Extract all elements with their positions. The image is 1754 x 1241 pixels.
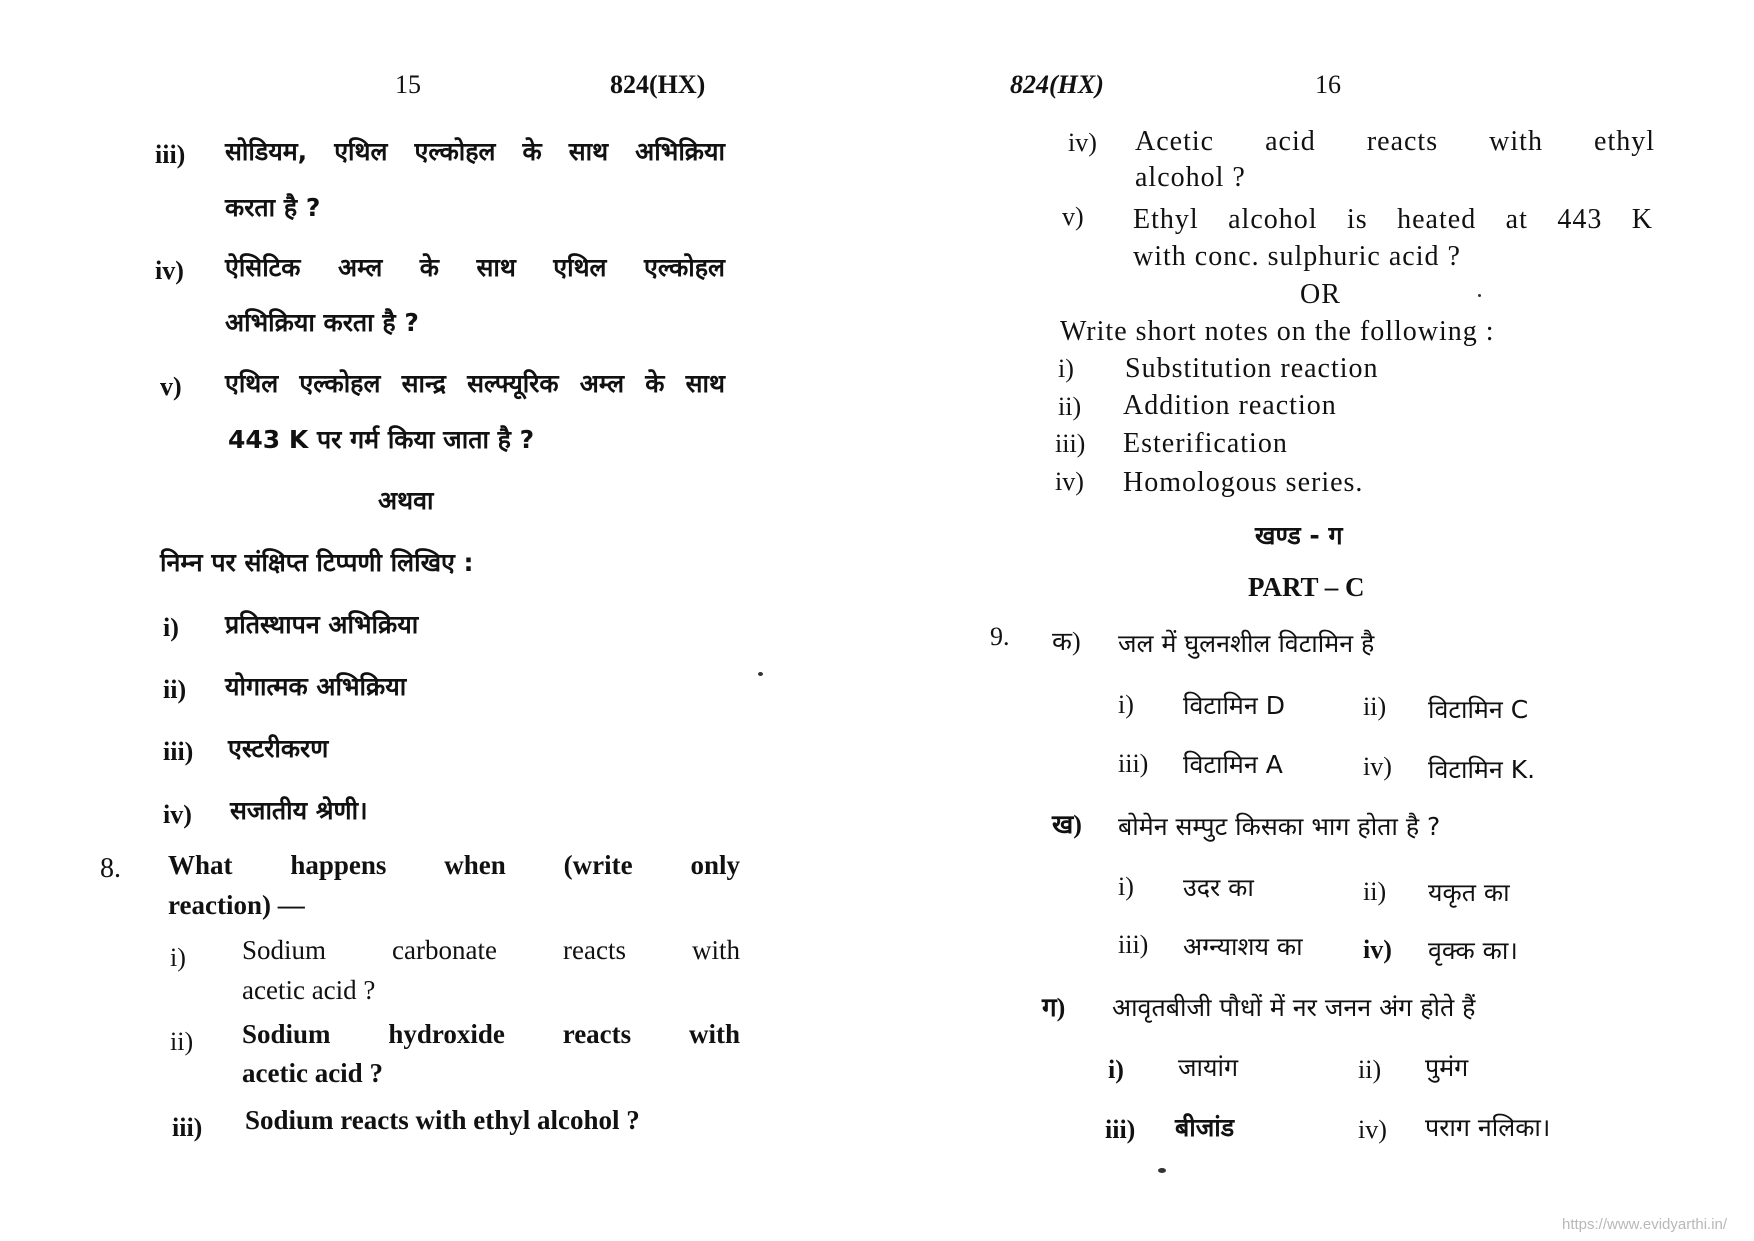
q7-hi-note-2: योगात्मक अभिक्रिया <box>225 672 407 701</box>
q7-hi-note-1: प्रतिस्थापन अभिक्रिया <box>225 610 419 639</box>
q9-b-opt1-num: i) <box>1118 872 1134 901</box>
q7-hi-iv-line2: अभिक्रिया करता है ? <box>225 308 419 337</box>
q9-c-opt3: बीजांड <box>1175 1113 1235 1142</box>
watermark: https://www.evidyarthi.in/ <box>1562 1216 1728 1233</box>
q9-a-question: जल में घुलनशील विटामिन है <box>1118 629 1375 658</box>
q9-a-label: क) <box>1052 627 1081 656</box>
q8-num: 8. <box>100 853 121 884</box>
q8-i-line1: Sodium carbonate reacts with <box>242 935 740 965</box>
q7-hi-v-num: v) <box>160 372 182 401</box>
q7-en-note-1: Substitution reaction <box>1125 353 1379 384</box>
q7-hi-iii-num: iii) <box>155 140 186 169</box>
section-hindi: खण्ड - ग <box>1255 521 1343 550</box>
q9-a-opt1-num: i) <box>1118 690 1134 719</box>
right-page-number: 16 <box>1315 70 1341 99</box>
q9-b-opt4: वृक्क का। <box>1428 936 1518 965</box>
q9-b-opt2-num: ii) <box>1363 877 1387 906</box>
q7-hi-iv-line1: ऐसिटिक अम्ल के साथ एथिल एल्कोहल <box>225 253 725 282</box>
q9-a-opt4: विटामिन K. <box>1428 755 1536 784</box>
q7-en-note-3-num: iii) <box>1055 429 1086 458</box>
scan-speck <box>758 672 763 676</box>
scan-speck <box>1158 1168 1166 1173</box>
right-paper-code: 824(HX) <box>1010 70 1104 99</box>
q7-en-or: OR <box>1300 279 1341 310</box>
q7-en-v-line2: with conc. sulphuric acid ? <box>1133 241 1461 272</box>
q8-ii-line2: acetic acid ? <box>242 1058 383 1088</box>
q7-hi-or: अथवा <box>378 486 434 515</box>
q9-a-opt3: विटामिन A <box>1183 750 1283 779</box>
q8-ii-num: ii) <box>170 1027 194 1056</box>
q9-c-opt2: पुमंग <box>1425 1053 1469 1082</box>
q9-c-opt1: जायांग <box>1178 1053 1239 1082</box>
q7-en-note-2-num: ii) <box>1058 392 1082 421</box>
q9-c-label: ग) <box>1042 993 1066 1022</box>
q8-iii-line1: Sodium reacts with ethyl alcohol ? <box>245 1105 640 1135</box>
q9-c-question: आवृतबीजी पौधों में नर जनन अंग होते हैं <box>1112 993 1476 1022</box>
q7-en-note-2: Addition reaction <box>1123 390 1337 421</box>
q7-hi-note-4: सजातीय श्रेणी। <box>230 796 368 825</box>
q9-c-opt4-num: iv) <box>1358 1115 1387 1144</box>
q8-ii-line1: Sodium hydroxide reacts with <box>242 1019 740 1049</box>
q8-i-line2: acetic acid ? <box>242 975 376 1005</box>
q9-b-opt1: उदर का <box>1183 873 1254 902</box>
q8-line1: What happens when (write only <box>168 850 740 880</box>
q9-a-opt1: विटामिन D <box>1183 691 1285 720</box>
q7-hi-note-4-num: iv) <box>163 800 192 829</box>
q9-b-opt3: अग्न्याशय का <box>1183 932 1303 961</box>
q7-hi-iii-line1: सोडियम, एथिल एल्कोहल के साथ अभिक्रिया <box>225 137 725 166</box>
q7-hi-notes-prompt: निम्न पर संक्षिप्त टिप्पणी लिखिए : <box>160 548 474 577</box>
q9-b-opt3-num: iii) <box>1118 930 1149 959</box>
q8-line2: reaction) — <box>168 890 305 920</box>
q7-hi-iv-num: iv) <box>155 256 184 285</box>
q7-hi-note-3: एस्टरीकरण <box>228 734 329 763</box>
q7-en-note-4: Homologous series. <box>1123 467 1364 498</box>
q9-b-opt4-num: iv) <box>1363 935 1392 964</box>
q9-c-opt2-num: ii) <box>1358 1055 1382 1084</box>
q7-en-v-line1: Ethyl alcohol is heated at 443 K <box>1133 204 1653 235</box>
q7-en-note-4-num: iv) <box>1055 467 1084 496</box>
q9-num: 9. <box>990 622 1010 651</box>
section-english: PART – C <box>1248 572 1365 602</box>
q7-en-iv-num: iv) <box>1068 128 1097 157</box>
q7-en-note-1-num: i) <box>1058 354 1074 383</box>
q7-hi-v-line1: एथिल एल्कोहल सान्द्र सल्फ्यूरिक अम्ल के साथ <box>225 369 725 398</box>
q7-hi-note-3-num: iii) <box>163 737 194 766</box>
q9-c-opt3-num: iii) <box>1105 1115 1136 1144</box>
scan-speck <box>1478 294 1481 297</box>
q7-en-iv-line2: alcohol ? <box>1135 162 1246 193</box>
q8-iii-num: iii) <box>172 1113 203 1142</box>
q9-c-opt1-num: i) <box>1108 1055 1124 1084</box>
q9-a-opt3-num: iii) <box>1118 749 1149 778</box>
left-paper-code: 824(HX) <box>610 70 706 99</box>
q7-hi-note-2-num: ii) <box>163 675 187 704</box>
q8-i-num: i) <box>170 943 186 972</box>
q7-hi-note-1-num: i) <box>163 613 179 642</box>
q7-hi-v-line2: 443 K पर गर्म किया जाता है ? <box>228 425 535 454</box>
q7-en-note-3: Esterification <box>1123 428 1288 459</box>
q9-a-opt4-num: iv) <box>1363 752 1392 781</box>
q9-a-opt2: विटामिन C <box>1428 695 1529 724</box>
q9-b-label: ख) <box>1052 810 1082 839</box>
q9-a-opt2-num: ii) <box>1363 692 1387 721</box>
q7-hi-iii-line2: करता है ? <box>225 193 321 222</box>
left-page-number: 15 <box>395 70 421 99</box>
q9-c-opt4: पराग नलिका। <box>1425 1113 1551 1142</box>
q9-b-question: बोमेन सम्पुट किसका भाग होता है ? <box>1118 812 1441 841</box>
q7-en-v-num: v) <box>1062 202 1084 231</box>
q9-b-opt2: यकृत का <box>1428 878 1510 907</box>
q7-en-notes-prompt: Write short notes on the following : <box>1060 316 1495 347</box>
q7-en-iv-line1: Acetic acid reacts with ethyl <box>1135 126 1655 157</box>
